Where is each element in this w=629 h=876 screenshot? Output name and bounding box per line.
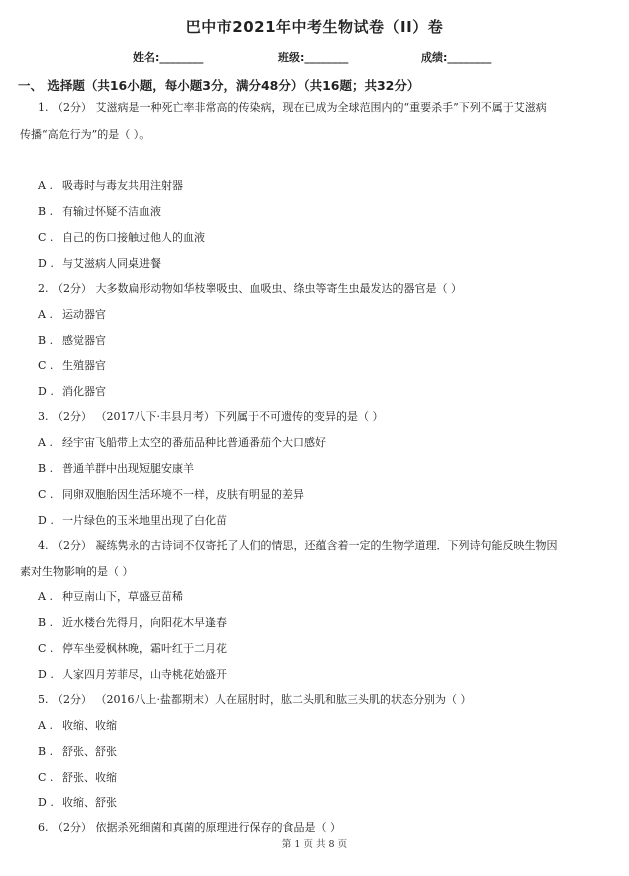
question-5-option-b bbox=[38, 745, 117, 759]
option-letter: A . bbox=[38, 179, 53, 192]
option-text: 停车坐爱枫林晚，霜叶红于二月花 bbox=[62, 642, 227, 655]
option-text: 吸毒时与毒友共用注射器 bbox=[62, 179, 183, 192]
option-letter: C . bbox=[38, 488, 54, 501]
question-3-option-c bbox=[38, 488, 304, 502]
question-1-option-b bbox=[38, 205, 161, 219]
option-text: 感觉器官 bbox=[62, 334, 106, 347]
option-text: 人家四月芳菲尽，山寺桃花始盛开 bbox=[62, 668, 227, 681]
option-letter: A . bbox=[38, 719, 53, 732]
option-letter: A . bbox=[38, 436, 53, 449]
question-1-option-a bbox=[38, 179, 183, 193]
option-letter: B . bbox=[38, 616, 54, 629]
question-1-stem-continued: 传播“高危行为”的是（ ）。 bbox=[20, 128, 151, 141]
option-text: 运动器官 bbox=[62, 308, 106, 321]
class-field: 班级:________ bbox=[278, 51, 349, 64]
option-letter: D . bbox=[38, 514, 54, 527]
option-text: 普通羊群中出现短腿安康羊 bbox=[62, 462, 194, 475]
question-5-option-c bbox=[38, 771, 117, 785]
page-footer: 第 1 页 共 8 页 bbox=[281, 839, 348, 850]
exam-title: 巴中市2021年中考生物试卷（II）卷 bbox=[185, 18, 444, 36]
question-4-stem-continued: 素对生物影响的是（ ） bbox=[20, 565, 134, 578]
option-letter: B . bbox=[38, 462, 54, 475]
option-text: 舒张、舒张 bbox=[62, 745, 117, 758]
option-letter: D . bbox=[38, 796, 54, 809]
question-5-option-d bbox=[38, 796, 117, 810]
section-heading: 一、 选择题（共16小题，每小题3分，满分48分）（共16题；共32分） bbox=[18, 78, 420, 93]
question-1-stem: 1. （2分） 艾滋病是一种死亡率非常高的传染病，现在已成为全球范围内的“重要杀手”下列不属于艾滋病 bbox=[38, 101, 547, 114]
option-text: 自己的伤口接触过他人的血液 bbox=[62, 231, 205, 244]
option-text: 近水楼台先得月，向阳花木早逢春 bbox=[62, 616, 227, 629]
question-3-option-b bbox=[38, 462, 194, 476]
option-text: 舒张、收缩 bbox=[62, 771, 117, 784]
question-1-option-c bbox=[38, 231, 205, 245]
question-4-option-b bbox=[38, 616, 227, 630]
question-2-option-c bbox=[38, 359, 106, 373]
option-text: 一片绿色的玉米地里出现了白化苗 bbox=[62, 514, 227, 527]
option-text: 生殖器官 bbox=[62, 359, 106, 372]
option-letter: C . bbox=[38, 642, 54, 655]
question-1-option-d bbox=[38, 257, 161, 271]
question-4-option-c bbox=[38, 642, 227, 656]
option-letter: B . bbox=[38, 745, 54, 758]
option-text: 与艾滋病人同桌进餐 bbox=[62, 257, 161, 270]
question-2-option-b bbox=[38, 334, 106, 348]
question-3-stem: 3. （2分） （2017八下·丰县月考）下列属于不可遗传的变异的是（ ） bbox=[38, 410, 384, 423]
score-field: 成绩:________ bbox=[421, 51, 492, 64]
option-text: 经宇宙飞船带上太空的番茄品种比普通番茄个大口感好 bbox=[62, 436, 326, 449]
option-letter: C . bbox=[38, 771, 54, 784]
question-2-option-a bbox=[38, 308, 106, 322]
name-field: 姓名:________ bbox=[133, 51, 204, 64]
option-letter: B . bbox=[38, 205, 54, 218]
option-text: 收缩、舒张 bbox=[62, 796, 117, 809]
question-5-option-a bbox=[38, 719, 117, 733]
option-letter: B . bbox=[38, 334, 54, 347]
question-4-option-a bbox=[38, 590, 183, 604]
question-5-stem: 5. （2分） （2016八上·盐都期末）人在屈肘时，肱二头肌和肱三头肌的状态分别为（ ） bbox=[38, 693, 472, 706]
option-letter: C . bbox=[38, 359, 54, 372]
option-letter: A . bbox=[38, 308, 53, 321]
option-text: 有输过怀疑不洁血液 bbox=[62, 205, 161, 218]
option-text: 同卵双胞胎因生活环境不一样，皮肤有明显的差异 bbox=[62, 488, 304, 501]
option-letter: D . bbox=[38, 257, 54, 270]
question-2-stem: 2. （2分） 大多数扁形动物如华枝睾吸虫、血吸虫、绦虫等寄生虫最发达的器官是（ ） bbox=[38, 282, 462, 295]
option-text: 消化器官 bbox=[62, 385, 106, 398]
option-letter: D . bbox=[38, 385, 54, 398]
question-3-option-d bbox=[38, 514, 227, 528]
option-text: 收缩、收缩 bbox=[62, 719, 117, 732]
option-letter: A . bbox=[38, 590, 53, 603]
question-2-option-d bbox=[38, 385, 106, 399]
option-letter: C . bbox=[38, 231, 54, 244]
option-text: 种豆南山下，草盛豆苗稀 bbox=[62, 590, 183, 603]
question-4-stem: 4. （2分） 凝练隽永的古诗词不仅寄托了人们的情思，还蕴含着一定的生物学道理．下列诗句能反映生物因 bbox=[38, 539, 558, 552]
question-3-option-a bbox=[38, 436, 326, 450]
question-4-option-d bbox=[38, 668, 227, 682]
question-6-stem: 6. （2分） 依据杀死细菌和真菌的原理进行保存的食品是（ ） bbox=[38, 821, 341, 834]
option-letter: D . bbox=[38, 668, 54, 681]
